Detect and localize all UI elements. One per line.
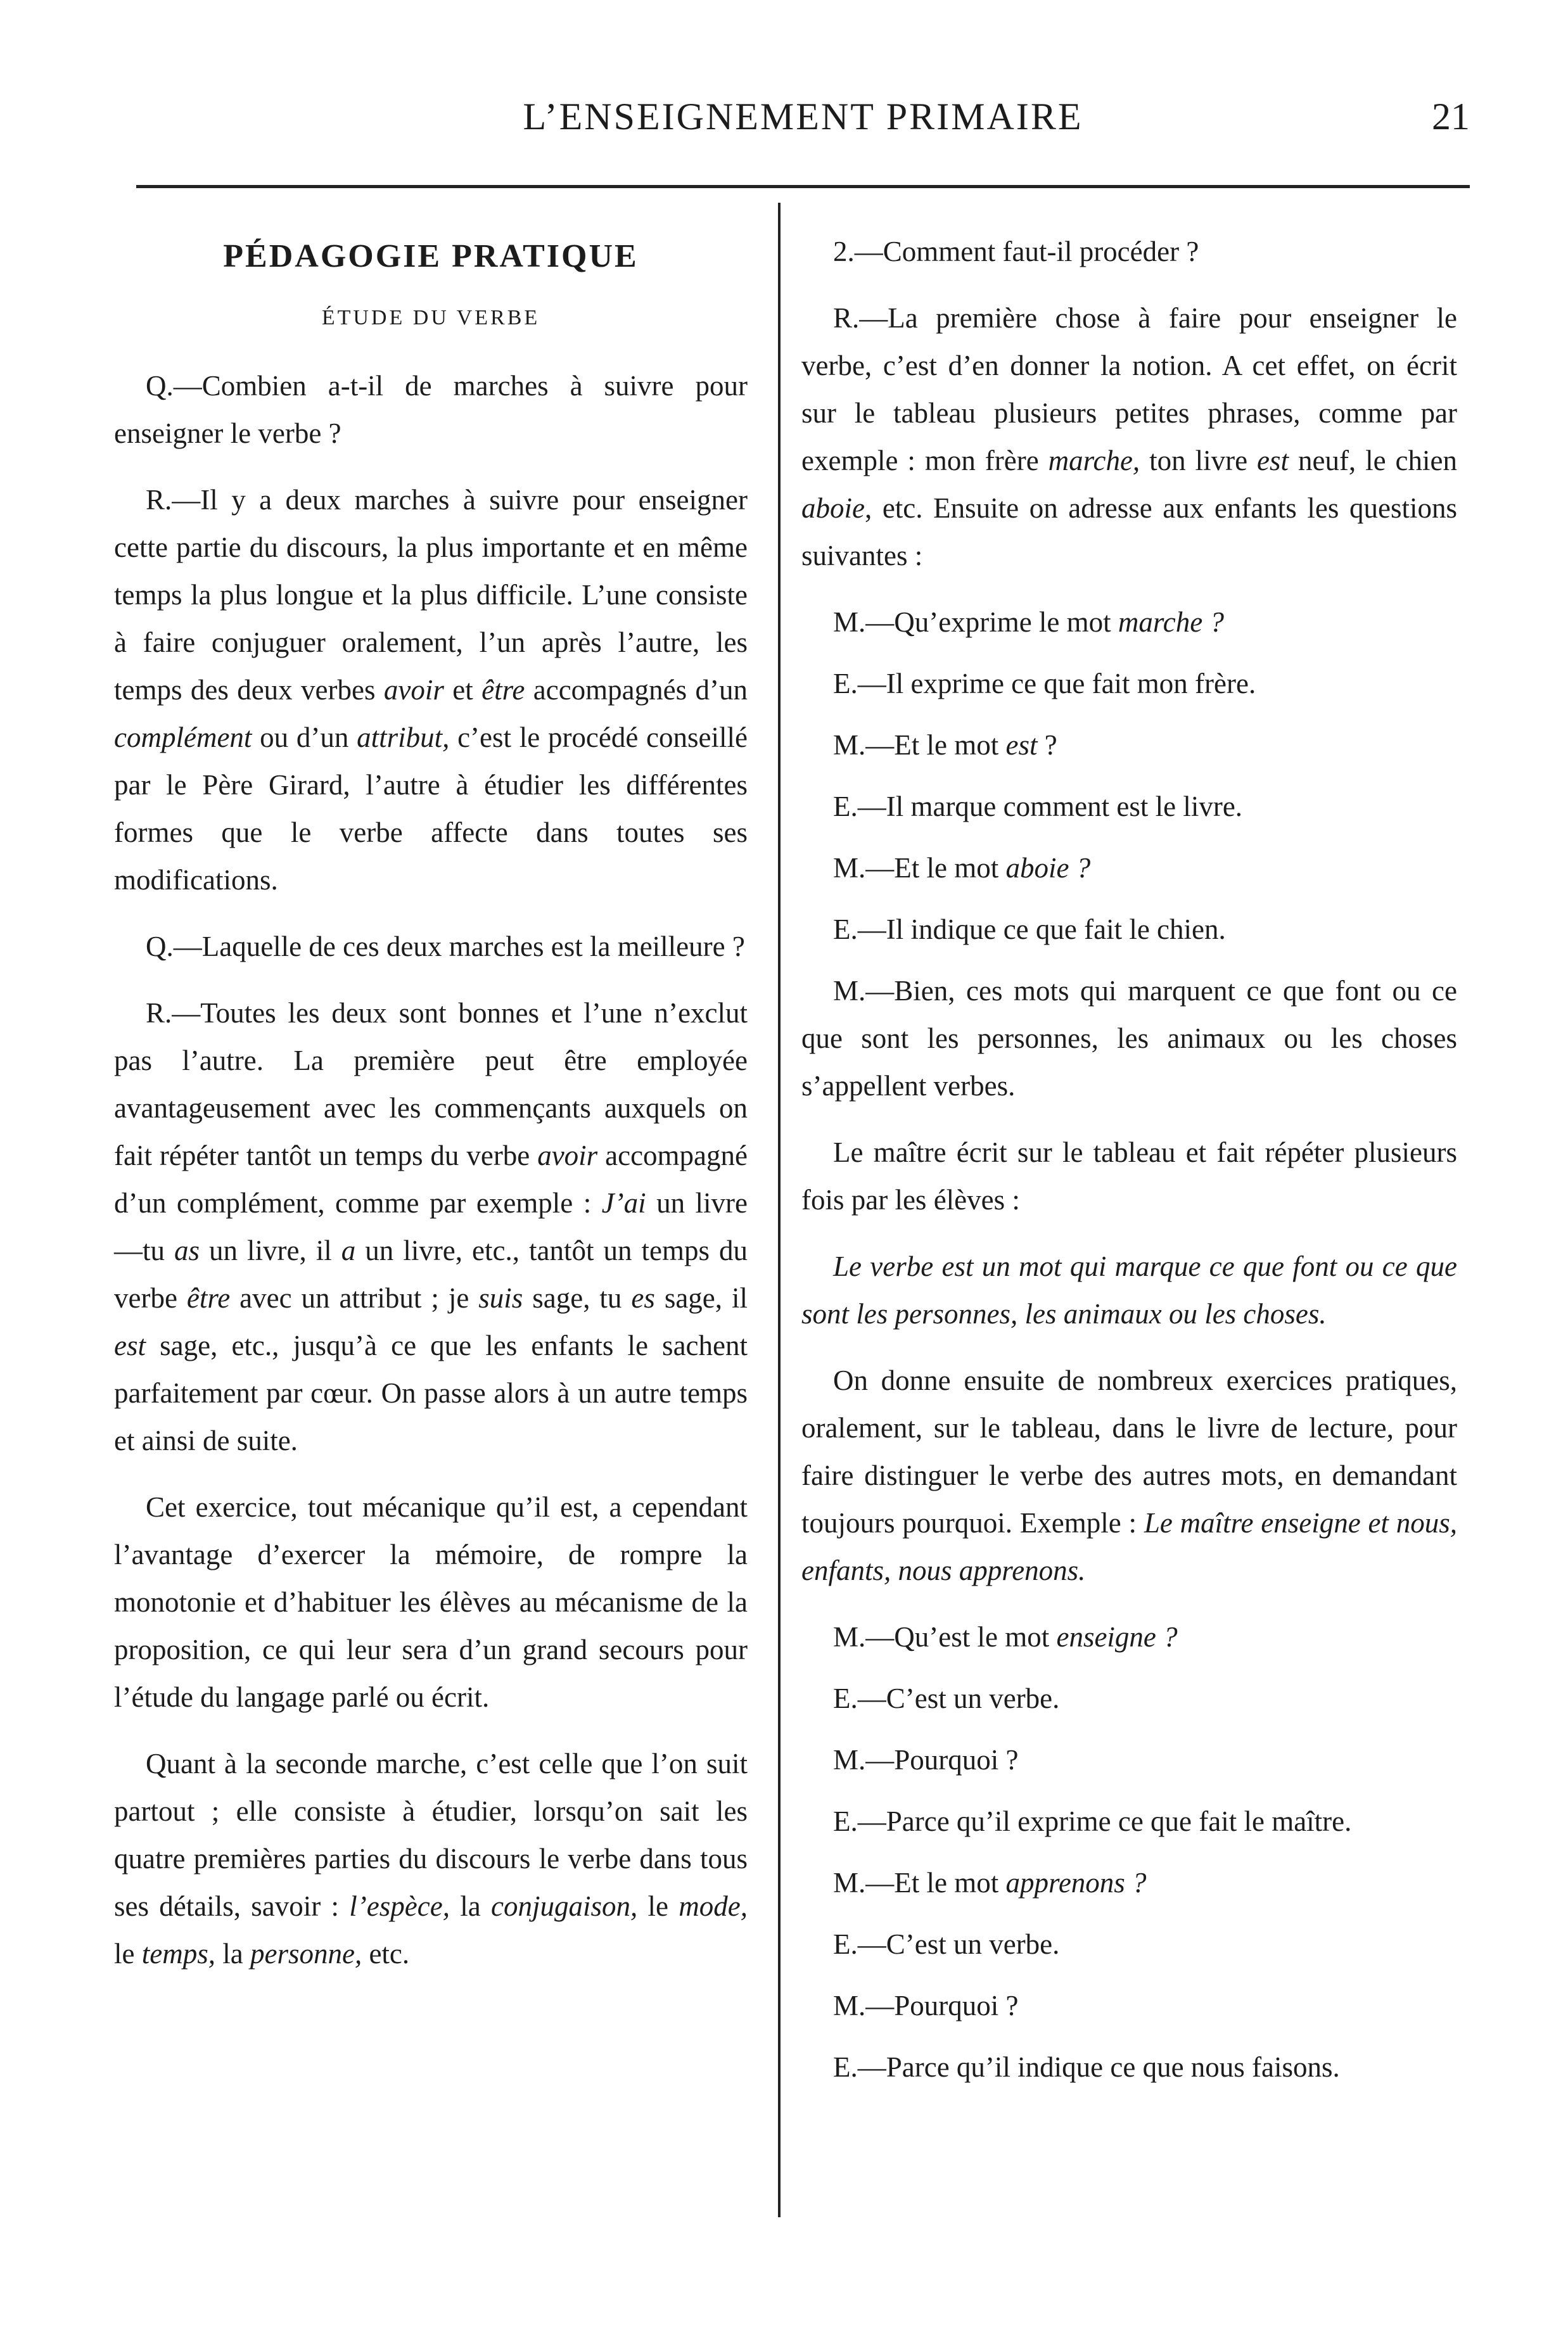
- paragraph: Q.—Combien a-t-il de marches à suivre pour enseigner le verbe ?: [114, 370, 748, 449]
- paragraph: M.—Bien, ces mots qui marquent ce que font ou ce que sont les personnes, les animaux ou les choses s’appellent verbes.: [801, 975, 1457, 1102]
- verb-definition: Le verbe est un mot qui marque ce que font ou ce que sont les personnes, les animaux ou les choses.: [801, 1251, 1457, 1330]
- paragraph: Cet exercice, tout mécanique qu’il est, a cependant l’avantage d’exercer la mémoire, de rompre la monotonie et d’habituer les élèves au mécanisme de la proposition, ce qui leur sera d’un grand secours pour l’étude du langage parlé ou écrit.: [114, 1491, 748, 1713]
- paragraph: Le maître écrit sur le tableau et fait répéter plusieurs fois par les élèves :: [801, 1136, 1457, 1216]
- paragraph: On donne ensuite de nombreux exercices pratiques, oralement, sur le tableau, dans le livre de lecture, pour faire distinguer le verbe des autres mots, en demandant toujours pourquoi. Exemple : Le maître enseigne et nous, enfants, nous apprenons.: [801, 1365, 1457, 1586]
- dialogue-line: M.—Qu’exprime le mot marche ?: [833, 606, 1224, 638]
- dialogue-line: M.—Qu’est le mot enseigne ?: [833, 1621, 1178, 1653]
- running-head: [136, 95, 1470, 152]
- paragraph: R.—Toutes les deux sont bonnes et l’une n’exclut pas l’autre. La première peut être employée avantageusement avec les commençants auxquels on fait répéter tantôt un temps du verbe avoir accompagné d’un complément, comme par exemple : J’ai un livre—tu as un livre, il a un livre, etc., tantôt un temps du verbe être avec un attribut ; je suis sage, tu es sage, il est sage, etc., jusqu’à ce que les enfants le sachent parfaitement par cœur. On passe alors à un autre temps et ainsi de suite.: [114, 997, 748, 1456]
- dialogue-line: E.—Parce qu’il exprime ce que fait le maître.: [833, 1805, 1352, 1837]
- paragraph: 2.—Comment faut-il procéder ?: [833, 236, 1199, 267]
- dialogue-line: E.—Il marque comment est le livre.: [833, 791, 1243, 822]
- dialogue-line: E.—C’est un verbe.: [833, 1683, 1060, 1714]
- paragraph: Quant à la seconde marche, c’est celle que l’on suit partout ; elle consiste à étudier, lorsqu’on sait les quatre premières parties du discours le verbe dans tous ses détails, savoir : l’espèce, la conjugaison, le mode, le temps, la personne, etc.: [114, 1748, 748, 1970]
- dialogue-line: M.—Et le mot est ?: [833, 729, 1057, 761]
- paragraph: Q.—Laquelle de ces deux marches est la meilleure ?: [146, 931, 745, 962]
- dialogue-line: E.—Il exprime ce que fait mon frère.: [833, 668, 1256, 699]
- dialogue-line: M.—Pourquoi ?: [833, 1990, 1019, 2021]
- journal-title: L’ENSEIGNEMENT PRIMAIRE: [523, 96, 1083, 137]
- column-divider: [778, 203, 781, 2217]
- dialogue-line: E.—Parce qu’il indique ce que nous faisons.: [833, 2051, 1340, 2083]
- page-number: 21: [1432, 96, 1470, 137]
- subsection-title: ÉTUDE DU VERBE: [321, 306, 540, 329]
- header-rule: [136, 185, 1470, 188]
- section-title: PÉDAGOGIE PRATIQUE: [223, 238, 639, 274]
- dialogue-line: E.—C’est un verbe.: [833, 1928, 1060, 1960]
- paragraph: R.—Il y a deux marches à suivre pour enseigner cette partie du discours, la plus importante et en même temps la plus longue et la plus difficile. L’une consiste à faire conjuguer oralement, l’un après l’autre, les temps des deux verbes avoir et être accompagnés d’un complément ou d’un attribut, c’est le procédé conseillé par le Père Girard, l’autre à étudier les différentes formes que le verbe affecte dans toutes ses modifications.: [114, 484, 748, 896]
- right-column: [801, 228, 1457, 2105]
- dialogue-line: M.—Et le mot aboie ?: [833, 852, 1091, 884]
- dialogue-line: M.—Pourquoi ?: [833, 1744, 1019, 1776]
- paragraph: R.—La première chose à faire pour enseigner le verbe, c’est d’en donner la notion. A cet effet, on écrit sur le tableau plusieurs petites phrases, comme par exemple : mon frère marche, ton livre est neuf, le chien aboie, etc. Ensuite on adresse aux enfants les questions suivantes :: [801, 302, 1457, 571]
- left-column: [114, 228, 748, 1997]
- dialogue-line: E.—Il indique ce que fait le chien.: [833, 914, 1226, 945]
- dialogue-line: M.—Et le mot apprenons ?: [833, 1867, 1147, 1899]
